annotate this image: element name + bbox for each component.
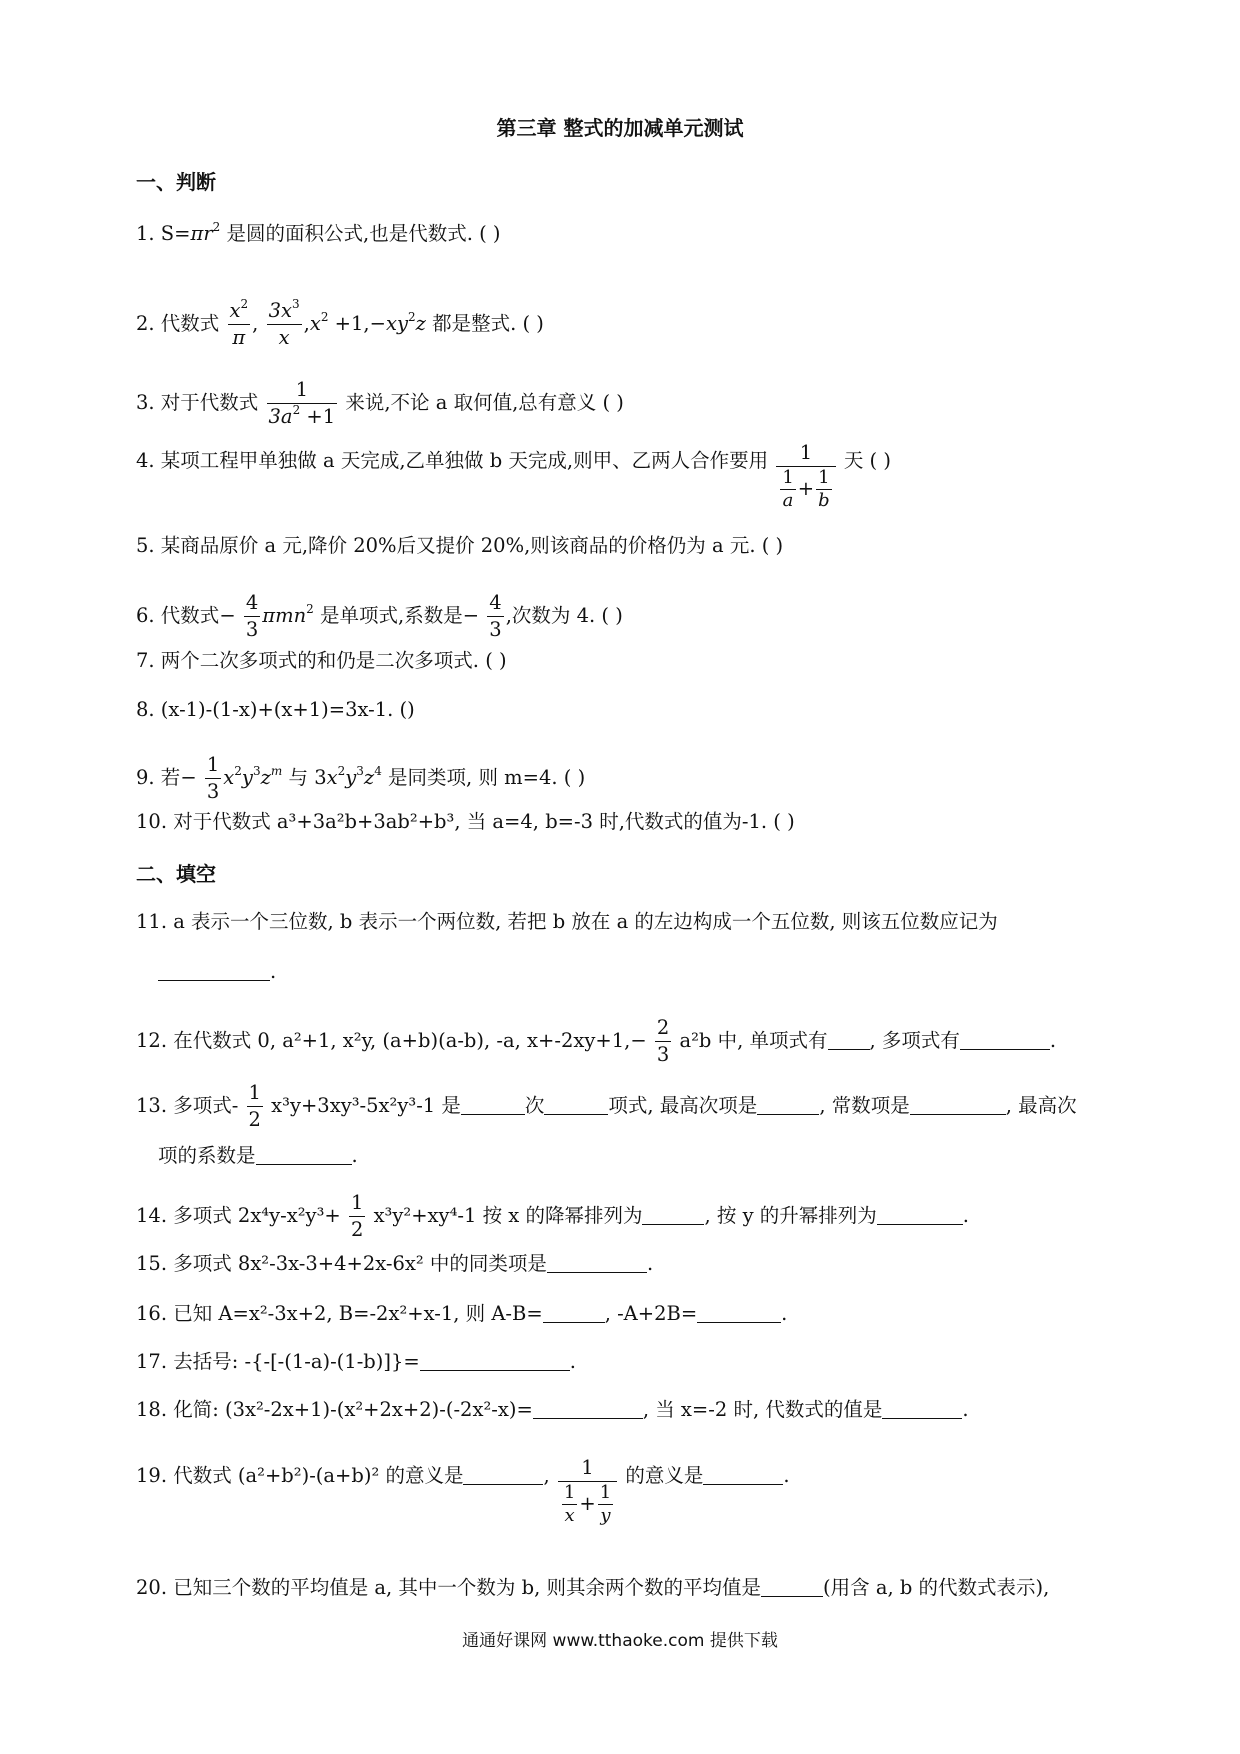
question-9: 9. 若− $\frac{1}{3}$ $x^2y^3z^m$ 与 $3x^2y^3z^4$ 是同类项, 则 m=4. ( ) [136, 753, 586, 803]
fraction-4-over-3: $\frac{4}{3}$ [245, 591, 259, 641]
question-13-continued: 项的系数是 . [158, 1144, 358, 1167]
question-19: 19. 代数式 (a²+b²)-(a+b)² 的意义是 , 1 $\frac{1}{x}$ + $\frac{1}{y}$ 的意义是 . [136, 1456, 790, 1526]
answer-blank[interactable] [420, 1350, 570, 1371]
page-title: 第三章 整式的加减单元测试 [496, 116, 744, 140]
question-16: 16. 已知 A=x²-3x+2, B=-2x²+x-1, 则 A-B= , -A+2B= . [136, 1302, 788, 1325]
question-11-answer-line: . [158, 958, 276, 986]
answer-blank[interactable] [256, 1144, 352, 1165]
answer-blank[interactable] [910, 1094, 1006, 1115]
question-12: 12. 在代数式 0, a²+1, x²y, (a+b)(a-b), -a, x+-2xy+1,− $\frac{2}{3}$ a²b 中, 单项式有 , 多项式有 . [136, 1016, 1057, 1066]
question-6: 6. 代数式− $\frac{4}{3}$ πmn$^2$ 是单项式,系数是− $\frac{4}{3}$ ,次数为 4. ( ) [136, 591, 623, 641]
fraction-3x3-over-x: $\frac{3x^3}{x}$ [268, 297, 300, 349]
answer-blank[interactable] [761, 1576, 823, 1597]
answer-blank[interactable] [533, 1398, 643, 1419]
fraction-1-over-2: $\frac{1}{2}$ [350, 1191, 364, 1241]
fraction-2-over-3: $\frac{2}{3}$ [656, 1016, 670, 1066]
page-footer: 通通好课网 www.tthaoke.com 提供下载 [462, 1631, 778, 1651]
answer-blank[interactable] [697, 1302, 781, 1323]
question-8: 8. (x-1)-(1-x)+(x+1)=3x-1. () [136, 698, 415, 721]
question-13: 13. 多项式- $\frac{1}{2}$ x³y+3xy³-5x²y³-1 是 次 项式, 最高次项是 , 常数项是 , 最高次 [136, 1081, 1077, 1131]
fraction-1-over-3a2-plus-1: $\frac{1}{3a^2 +1}$ [268, 378, 336, 428]
question-20: 20. 已知三个数的平均值是 a, 其中一个数为 b, 则其余两个数的平均值是 (用含 a, b 的代数式表示), [136, 1576, 1050, 1599]
section-heading-judgement: 一、判断 [136, 170, 216, 194]
fraction-1-over-2: $\frac{1}{2}$ [248, 1081, 261, 1131]
fraction-1-over-3: $\frac{1}{3}$ [206, 753, 220, 803]
answer-blank[interactable] [757, 1094, 819, 1115]
fraction-1-over-1x-plus-1y: 1 $\frac{1}{x}$ + $\frac{1}{y}$ [558, 1455, 617, 1527]
fraction-x2-over-pi: $\frac{x^2}{\pi}$ [229, 297, 249, 349]
question-4: 4. 某项工程甲单独做 a 天完成,乙单独做 b 天完成,则甲、乙两人合作要用 1 $\frac{1}{a}$ + $\frac{1}{b}$ 天 ( ) [136, 441, 891, 511]
question-3: 3. 对于代数式 $\frac{1}{3a^2 +1}$ 来说,不论 a 取何值,总有意义 ( ) [136, 378, 624, 428]
fraction-combined-rate: 1 $\frac{1}{a}$ + $\frac{1}{b}$ [776, 440, 835, 512]
question-11: 11. a 表示一个三位数, b 表示一个两位数, 若把 b 放在 a 的左边构成一个五位数, 则该五位数应记为 [136, 910, 998, 933]
question-18: 18. 化简: (3x²-2x+1)-(x²+2x+2)-(-2x²-x)= , 当 x=-2 时, 代数式的值是 . [136, 1398, 969, 1421]
answer-blank[interactable] [703, 1464, 783, 1485]
question-14: 14. 多项式 2x⁴y-x²y³+ $\frac{1}{2}$ x³y²+xy⁴-1 按 x 的降幂排列为 , 按 y 的升幂排列为 . [136, 1191, 969, 1241]
question-5: 5. 某商品原价 a 元,降价 20%后又提价 20%,则该商品的价格仍为 a 元. ( ) [136, 534, 784, 557]
answer-blank[interactable] [543, 1302, 605, 1323]
question-7: 7. 两个二次多项式的和仍是二次多项式. ( ) [136, 649, 507, 672]
fraction-coefficient: $\frac{4}{3}$ [489, 591, 502, 641]
answer-blank[interactable] [882, 1398, 962, 1419]
question-15: 15. 多项式 8x²-3x-3+4+2x-6x² 中的同类项是 . [136, 1252, 654, 1275]
question-2: 2. 代数式 $\frac{x^2}{\pi}$ , $\frac{3x^3}{x}$ $,x^2 +1,-xy^2z$ 都是整式. ( ) [136, 297, 544, 349]
question-1: 1. $S=\pi r^2$ 是圆的面积公式,也是代数式. ( ) [136, 220, 501, 245]
answer-blank[interactable] [877, 1204, 963, 1225]
answer-blank[interactable] [158, 960, 270, 981]
section-heading-fill-in: 二、填空 [136, 862, 216, 886]
answer-blank[interactable] [828, 1029, 870, 1050]
question-10: 10. 对于代数式 a³+3a²b+3ab²+b³, 当 a=4, b=-3 时,代数式的值为-1. ( ) [136, 810, 795, 833]
answer-blank[interactable] [642, 1204, 704, 1225]
answer-blank[interactable] [960, 1029, 1050, 1050]
answer-blank[interactable] [463, 1464, 543, 1485]
question-17: 17. 去括号: -{-[-(1-a)-(1-b)]}= . [136, 1350, 576, 1373]
answer-blank[interactable] [547, 1252, 647, 1273]
answer-blank[interactable] [544, 1094, 608, 1115]
answer-blank[interactable] [461, 1094, 525, 1115]
